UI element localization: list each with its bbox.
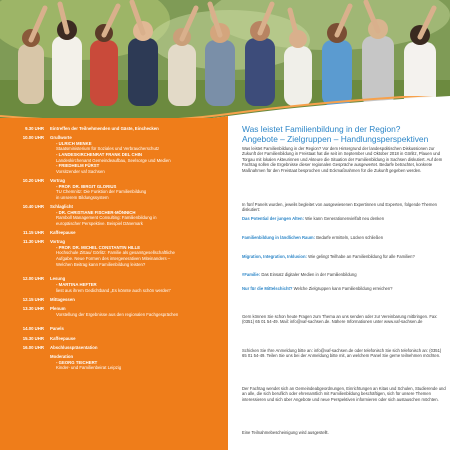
speaker-name: - LANDESKIRCHENRAT FRANK DEL CHIN bbox=[56, 151, 143, 157]
program-title: Panels bbox=[50, 326, 64, 332]
program-entry bbox=[50, 178, 222, 200]
program-time: 12.15 UHR bbox=[22, 296, 44, 302]
program-column bbox=[0, 118, 228, 450]
contact-text: Gern können Sie schon heute Fragen zum Thema an uns senden oder zur Vereinbarung mitbringen. Fax: (0351) 65 01 54-49. Mail: info@vaf-sachsen.de. Nähere Informationen unter www.vaf-sachsen.de bbox=[242, 314, 438, 325]
program-entry bbox=[50, 126, 222, 132]
topic-description: Welche Zielgruppen kann Familienbildung erreichen? bbox=[292, 285, 393, 291]
program-detail: TU Chemnitz: Die Funktion der Familienbildung bbox=[56, 189, 147, 195]
program-time: 9.30 UHR bbox=[25, 126, 44, 131]
register-paragraph bbox=[242, 348, 446, 359]
program-time: 12.00 UHR bbox=[22, 276, 44, 282]
program-time: 11.15 UHR bbox=[22, 230, 44, 235]
program-detail: liest aus ihrem Gedichtband „Es könnte auch schön werden“ bbox=[56, 287, 171, 293]
info-title bbox=[242, 124, 448, 144]
topic-item bbox=[242, 216, 446, 221]
panels-intro: In fünf Panels wurden, jeweils begleitet von ausgewiesenen Expertinnen und Experten, folgende Themen diskutiert: bbox=[242, 202, 438, 213]
program-detail: Hochschule Zittau/ Görlitz: Familie als gesamtgesellschaftliche bbox=[56, 250, 175, 256]
program-entry bbox=[50, 230, 222, 236]
info-title-line1: Was leistet Familienbildung in der Region? bbox=[242, 124, 401, 134]
program-title: Vortrag bbox=[50, 178, 65, 183]
program-time: 13.30 UHR bbox=[22, 306, 44, 311]
program-title: Schlaglicht bbox=[50, 204, 73, 209]
topic-item bbox=[242, 235, 446, 240]
contact-paragraph bbox=[242, 314, 446, 325]
program-title: Kaffeepause bbox=[50, 230, 76, 235]
program-title: Moderation bbox=[50, 354, 74, 359]
program-title: Grußworte bbox=[50, 135, 72, 141]
speaker-name: - PROF. DR. BIRGIT GLORIUS bbox=[56, 183, 117, 189]
speaker-name: - DR. CHRISTIANE FISCHER-MÖNNICH bbox=[56, 209, 136, 215]
program-title: Plenum bbox=[50, 306, 66, 311]
program-title: Vortrag bbox=[50, 239, 65, 245]
program-detail: in unserem Bildungssystem bbox=[56, 194, 109, 200]
program-entry bbox=[50, 345, 222, 351]
speaker-name: - MARTINA HEFTER bbox=[56, 281, 97, 287]
speaker-name: - PROF. DR. MICHEL CONSTANTIN HILLE bbox=[56, 244, 141, 250]
topic-title: #Familie: bbox=[242, 272, 261, 278]
topic-title: Nur für die Mittelschicht? bbox=[242, 285, 293, 291]
topic-title: Das Potential der jungen Alten: bbox=[242, 216, 304, 221]
topic-item bbox=[242, 286, 446, 291]
program-title: Lesung bbox=[50, 276, 66, 282]
program-time: 10.00 UHR bbox=[22, 135, 44, 141]
program-detail: Aufgabe. Neue Formen des intergenerativen Miteinanders – bbox=[56, 255, 171, 261]
program-entry bbox=[50, 135, 222, 174]
program-entry bbox=[50, 336, 222, 342]
program-detail: Ramboll Management Consulting: Familienbildung in bbox=[56, 215, 157, 221]
program-time: 16.00 UHR bbox=[22, 344, 44, 350]
program-entry bbox=[50, 354, 222, 371]
program-title: Abschlusspräsentation bbox=[50, 344, 98, 350]
info-title-line2: Angebote – Zielgruppen – Handlungsperspektiven bbox=[242, 134, 429, 144]
program-title: Kaffeepause bbox=[50, 335, 76, 341]
info-column bbox=[236, 118, 448, 450]
program-detail: europäischer Perspektive. Beispiel Dänemark bbox=[56, 220, 143, 226]
topic-item bbox=[242, 254, 446, 259]
topic-description: Wie kann Generationenvielfalt neu denken bbox=[303, 216, 385, 221]
program-entry bbox=[50, 204, 222, 226]
program-entry bbox=[50, 297, 222, 303]
program-time: 10.20 UHR bbox=[22, 178, 44, 183]
register-text: Schicken Sie Ihre Anmeldung bitte an: info@vaf-sachsen.de oder telefonisch Sie sich telefonisch an: (0351) 65 01 54-49. Teilen Sie uns bei der Anmeldung bitte mit, an welchem Panel Sie gerne teilnehmen möchten. bbox=[242, 348, 442, 359]
audience-paragraph: Der Fachtag wendet sich an Gemeindeabgeordnungen, Einrichtungen an Kitas und Schulen, Studierende und an alle, die sich beruflich oder ehrenamtlich mit Familienbildung beschäftigen, sich für unsere Themen interessieren und sich über Angebote und neue Perspektiven informieren oder sich austauschen möchten. bbox=[242, 386, 446, 402]
program-time: 10.40 UHR bbox=[22, 204, 44, 209]
program-detail: Staatsministerium für Soziales und Verbraucherschutz bbox=[56, 146, 160, 152]
program-time: 14.00 UHR bbox=[22, 326, 44, 332]
topic-title: Familienbildung in ländlichen Raum: bbox=[242, 234, 316, 240]
program-title: Mittagessen bbox=[50, 296, 75, 302]
speaker-name: - ULRICH MENKE bbox=[56, 140, 92, 146]
program-detail: Vorsitzender vaf Sachsen bbox=[56, 168, 105, 174]
program-detail: Kinder- und Familienbeirat Leipzig bbox=[56, 365, 122, 371]
program-title: Eintreffen der Teilnehmenden und Gäste, Einchecken bbox=[50, 126, 159, 131]
topic-title: Migration, Integration, Inklusion: bbox=[242, 253, 307, 259]
program-detail: Vorstellung der Ergebnisse aus den regionalen Fachgesprächen bbox=[56, 311, 179, 317]
program-detail: Welchen Beitrag kann Familienbildung leisten? bbox=[56, 261, 146, 267]
topic-item bbox=[242, 272, 446, 277]
speaker-name: - FRIEDHELM FÜRST bbox=[56, 163, 100, 169]
program-entry bbox=[50, 239, 222, 267]
topic-description: Bedarfe ermitteln, Lücken schließen bbox=[315, 234, 384, 240]
program-detail: Landeskirchenamt Gemeindeaufbau, Seelsorge und Medien bbox=[56, 157, 171, 163]
program-entry bbox=[50, 306, 222, 317]
program-time: 11.30 UHR bbox=[22, 239, 44, 245]
topic-description: Das Einsatz digitaler Medien in der Familienbildung bbox=[260, 272, 357, 278]
intro-paragraph: Was leistet Familienbildung in der Region? Vor dem Hintergrund der landespolitischen Diskussionen zur Zukunft der Familienbildung in Freistaat hat die seit im September und Oktober 2018 in Görlitz, Plauen und Torgau mit lokalen Akteurinnen und Akteure die Situation der Familienbildung in Sachsen diskutiert. Auf dem Fachtag sollen die Ergebnisse dieser regionalen Gespräche ausgewertet. Bedarfe betrachtet, konkrete Maßnahmen für den Freistaat besprochen und Eckmaßnahmen für die Zukunft gegeben werden. bbox=[242, 146, 443, 173]
topic-description: Wie gelingt Teilhabe an Familienbildung für alle Familien? bbox=[306, 253, 415, 259]
program-entry bbox=[50, 276, 222, 293]
fee-paragraph: Eine Teilnahmebescheinigung wird ausgestellt. bbox=[242, 430, 329, 435]
program-time: 15.30 UHR bbox=[22, 335, 44, 341]
program-entry bbox=[50, 326, 222, 332]
speaker-name: - GEORG TEICHERT bbox=[56, 359, 98, 365]
